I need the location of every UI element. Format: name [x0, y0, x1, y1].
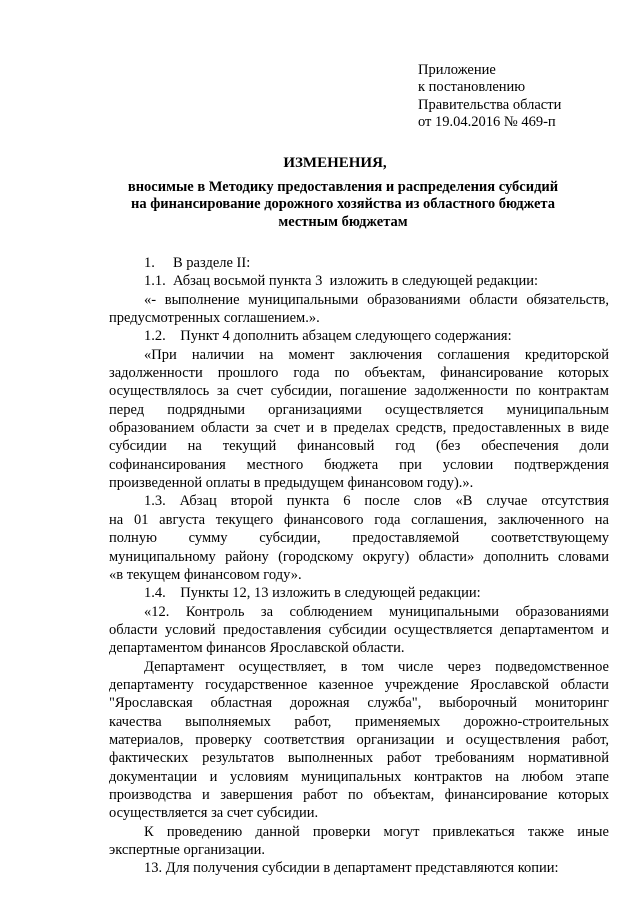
paragraph-line: документации и условиям муниципальных контрактов на любом этапе [109, 768, 609, 785]
paragraph-line: качества выполняемых работ, применяемых дорожно-строительных [109, 713, 609, 730]
paragraph [109, 272, 609, 290]
paragraph-line: муниципальному району (городскому округу) области» дополнить словами [109, 548, 609, 565]
paragraph-line: 1. В разделе II: [144, 255, 251, 271]
header-line: к постановлению [418, 79, 526, 96]
paragraph-line: 1.3. Абзац второй пункта 6 после слов «В случае отсутствия [144, 493, 609, 510]
header-line: от 19.04.2016 № 469-п [418, 113, 556, 130]
paragraph-line: К проведению данной проверки могут привлекаться также иные [144, 823, 609, 840]
paragraph-line: образованием области за счет и в пределах средств, предоставленных в виде [109, 420, 609, 437]
paragraph-line: департаменту государственное казенное учреждение Ярославской области [109, 676, 609, 693]
paragraph [109, 658, 609, 823]
paragraph-line: субсидии на текущий финансовый год (без обеспечения доли [109, 438, 609, 455]
paragraph-line: полную сумму субсидии, предоставляемой соответствующему [109, 530, 609, 547]
paragraph-line: Департамент осуществляет, в том числе через подведомственное [144, 658, 609, 675]
title-sub-line: местным бюджетам [278, 213, 408, 230]
paragraph-line: фактических результатов выполненных работ требованиям нормативной [109, 750, 609, 767]
paragraph-line: департаментом финансов Ярославской области. [109, 640, 405, 657]
paragraph [109, 584, 609, 602]
paragraph [109, 823, 609, 860]
paragraph-line: производства и завершения работ по объектам, финансирование которых [109, 786, 609, 803]
paragraph [109, 346, 609, 493]
paragraph-line: «- выполнение муниципальными образованиями области обязательств, [144, 291, 609, 308]
paragraph-line: на 01 августа текущего финансового года соглашения, заключенного на [109, 511, 609, 528]
paragraph-line: 1.1. Абзац восьмой пункта 3 изложить в следующей редакции: [144, 273, 539, 290]
paragraph-line: «12. Контроль за соблюдением муниципальными образованиями [144, 603, 609, 620]
paragraph-line: софинансирования местного бюджета при условии подтверждения [109, 456, 609, 473]
paragraph [109, 291, 609, 328]
paragraph-line: "Ярославская областная дорожная служба", выборочный мониторинг [109, 695, 609, 712]
paragraph [109, 327, 609, 345]
paragraph [109, 859, 609, 877]
paragraph-line: осуществлялось за счет субсидии, погашение задолженности по контрактам [109, 383, 609, 400]
paragraph-line: осуществляется за счет субсидии. [109, 805, 319, 822]
document-title [0, 155, 640, 231]
header-line: Приложение [418, 62, 496, 78]
appendix-header [418, 62, 561, 131]
title-sub-line: вносимые в Методику предоставления и распределения субсидий [127, 178, 559, 195]
paragraph [109, 603, 609, 658]
paragraph-line: задолженности прошлого года по объектам, финансирование которых [109, 365, 609, 382]
paragraph-line: 13. Для получения субсидии в департамент представляются копии: [144, 860, 559, 877]
paragraph-line: предусмотренных соглашением.». [109, 310, 320, 327]
paragraph-line: 1.4. Пункты 12, 13 изложить в следующей редакции: [144, 585, 481, 602]
title-main: ИЗМЕНЕНИЯ, [283, 155, 387, 171]
paragraph-line: произведенной оплаты в предыдущем финансовом году).». [109, 475, 474, 492]
header-line: Правительства области [418, 96, 562, 113]
paragraph-line: экспертные организации. [109, 842, 265, 858]
document-body [109, 254, 609, 878]
title-sub-line: на финансирование дорожного хозяйства из областного бюджета [131, 196, 555, 212]
paragraph-line: материалов, проверку соответствия организации и осуществления работ, [109, 731, 609, 748]
paragraph-line: перед подрядными организациями осуществляется муниципальным [109, 401, 609, 418]
paragraph-line: 1.2. Пункт 4 дополнить абзацем следующего содержания: [144, 328, 512, 345]
paragraph [109, 254, 609, 272]
paragraph-line: «в текущем финансовом году». [109, 566, 302, 583]
paragraph-line: «При наличии на момент заключения соглашения кредиторской [144, 346, 609, 363]
paragraph-line: области условий предоставления субсидии осуществляется департаментом и [109, 621, 609, 638]
paragraph [109, 492, 609, 584]
